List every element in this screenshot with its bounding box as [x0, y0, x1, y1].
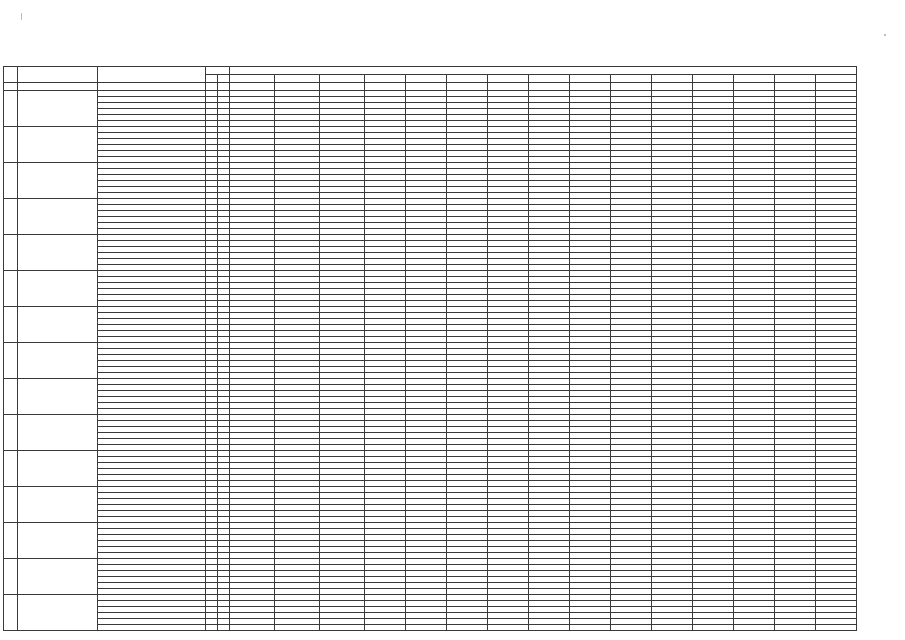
header-budget-code [206, 67, 230, 75]
program-name [18, 523, 98, 559]
program-number [4, 127, 18, 163]
header-no [4, 67, 18, 83]
column-number [775, 83, 816, 91]
amount-cell [406, 625, 447, 631]
program-number [4, 595, 18, 631]
scan-mark [21, 13, 22, 20]
amount-cell [275, 625, 320, 631]
budget-code-cell [206, 625, 218, 631]
column-number [275, 83, 320, 91]
header-grbs [206, 75, 218, 83]
amount-cell [230, 625, 275, 631]
budget-appendix-table [3, 66, 857, 631]
amount-cell [320, 625, 365, 631]
header-year [775, 75, 816, 83]
program-number [4, 451, 18, 487]
amount-cell [365, 625, 406, 631]
program-number [4, 271, 18, 307]
amount-cell [693, 625, 734, 631]
program-name [18, 271, 98, 307]
program-number [4, 307, 18, 343]
program-number [4, 487, 18, 523]
header-funding-source [98, 67, 206, 83]
header-year [488, 75, 529, 83]
header-year [275, 75, 320, 83]
program-number [4, 415, 18, 451]
program-name [18, 343, 98, 379]
program-number [4, 523, 18, 559]
amount-cell [570, 625, 611, 631]
header-subprogram [218, 75, 230, 83]
column-number [365, 83, 406, 91]
program-number [4, 91, 18, 127]
program-name [18, 415, 98, 451]
program-name [18, 559, 98, 595]
program-name [18, 127, 98, 163]
column-number [652, 83, 693, 91]
column-number [98, 83, 206, 91]
program-name [18, 235, 98, 271]
program-name [18, 487, 98, 523]
header-year [406, 75, 447, 83]
amount-cell [488, 625, 529, 631]
column-number [611, 83, 652, 91]
column-number-row [4, 83, 857, 91]
program-name [18, 379, 98, 415]
column-number [4, 83, 18, 91]
header-year [652, 75, 693, 83]
header-year [447, 75, 488, 83]
amount-cell [529, 625, 570, 631]
column-number [447, 83, 488, 91]
header-year [570, 75, 611, 83]
program-number [4, 163, 18, 199]
column-number [734, 83, 775, 91]
scan-mark [884, 34, 886, 36]
column-number [488, 83, 529, 91]
amount-cell [611, 625, 652, 631]
column-number [320, 83, 365, 91]
amount-cell [652, 625, 693, 631]
amount-cell [447, 625, 488, 631]
column-number [693, 83, 734, 91]
header-year [693, 75, 734, 83]
column-number [570, 83, 611, 91]
header-funding-volume [230, 67, 857, 75]
program-name [18, 163, 98, 199]
column-number [230, 83, 275, 91]
program-name [18, 307, 98, 343]
header-empty [816, 75, 857, 83]
program-name [18, 451, 98, 487]
column-number [816, 83, 857, 91]
amount-cell [816, 625, 857, 631]
table-row [4, 625, 857, 631]
column-number [218, 83, 230, 91]
header-program-name [18, 67, 98, 83]
funding-source-label [98, 625, 206, 631]
table-body [4, 91, 857, 631]
column-number [529, 83, 570, 91]
header-year [734, 75, 775, 83]
header-year [320, 75, 365, 83]
program-name [18, 199, 98, 235]
program-number [4, 199, 18, 235]
header-year [529, 75, 570, 83]
header-year [611, 75, 652, 83]
program-name [18, 595, 98, 631]
amount-cell [734, 625, 775, 631]
program-number [4, 559, 18, 595]
program-number [4, 379, 18, 415]
program-number [4, 235, 18, 271]
amount-cell [775, 625, 816, 631]
header-year [365, 75, 406, 83]
column-number [18, 83, 98, 91]
header-total [230, 75, 275, 83]
column-number [406, 83, 447, 91]
program-name [18, 91, 98, 127]
column-number [206, 83, 218, 91]
budget-code-cell [218, 625, 230, 631]
program-number [4, 343, 18, 379]
